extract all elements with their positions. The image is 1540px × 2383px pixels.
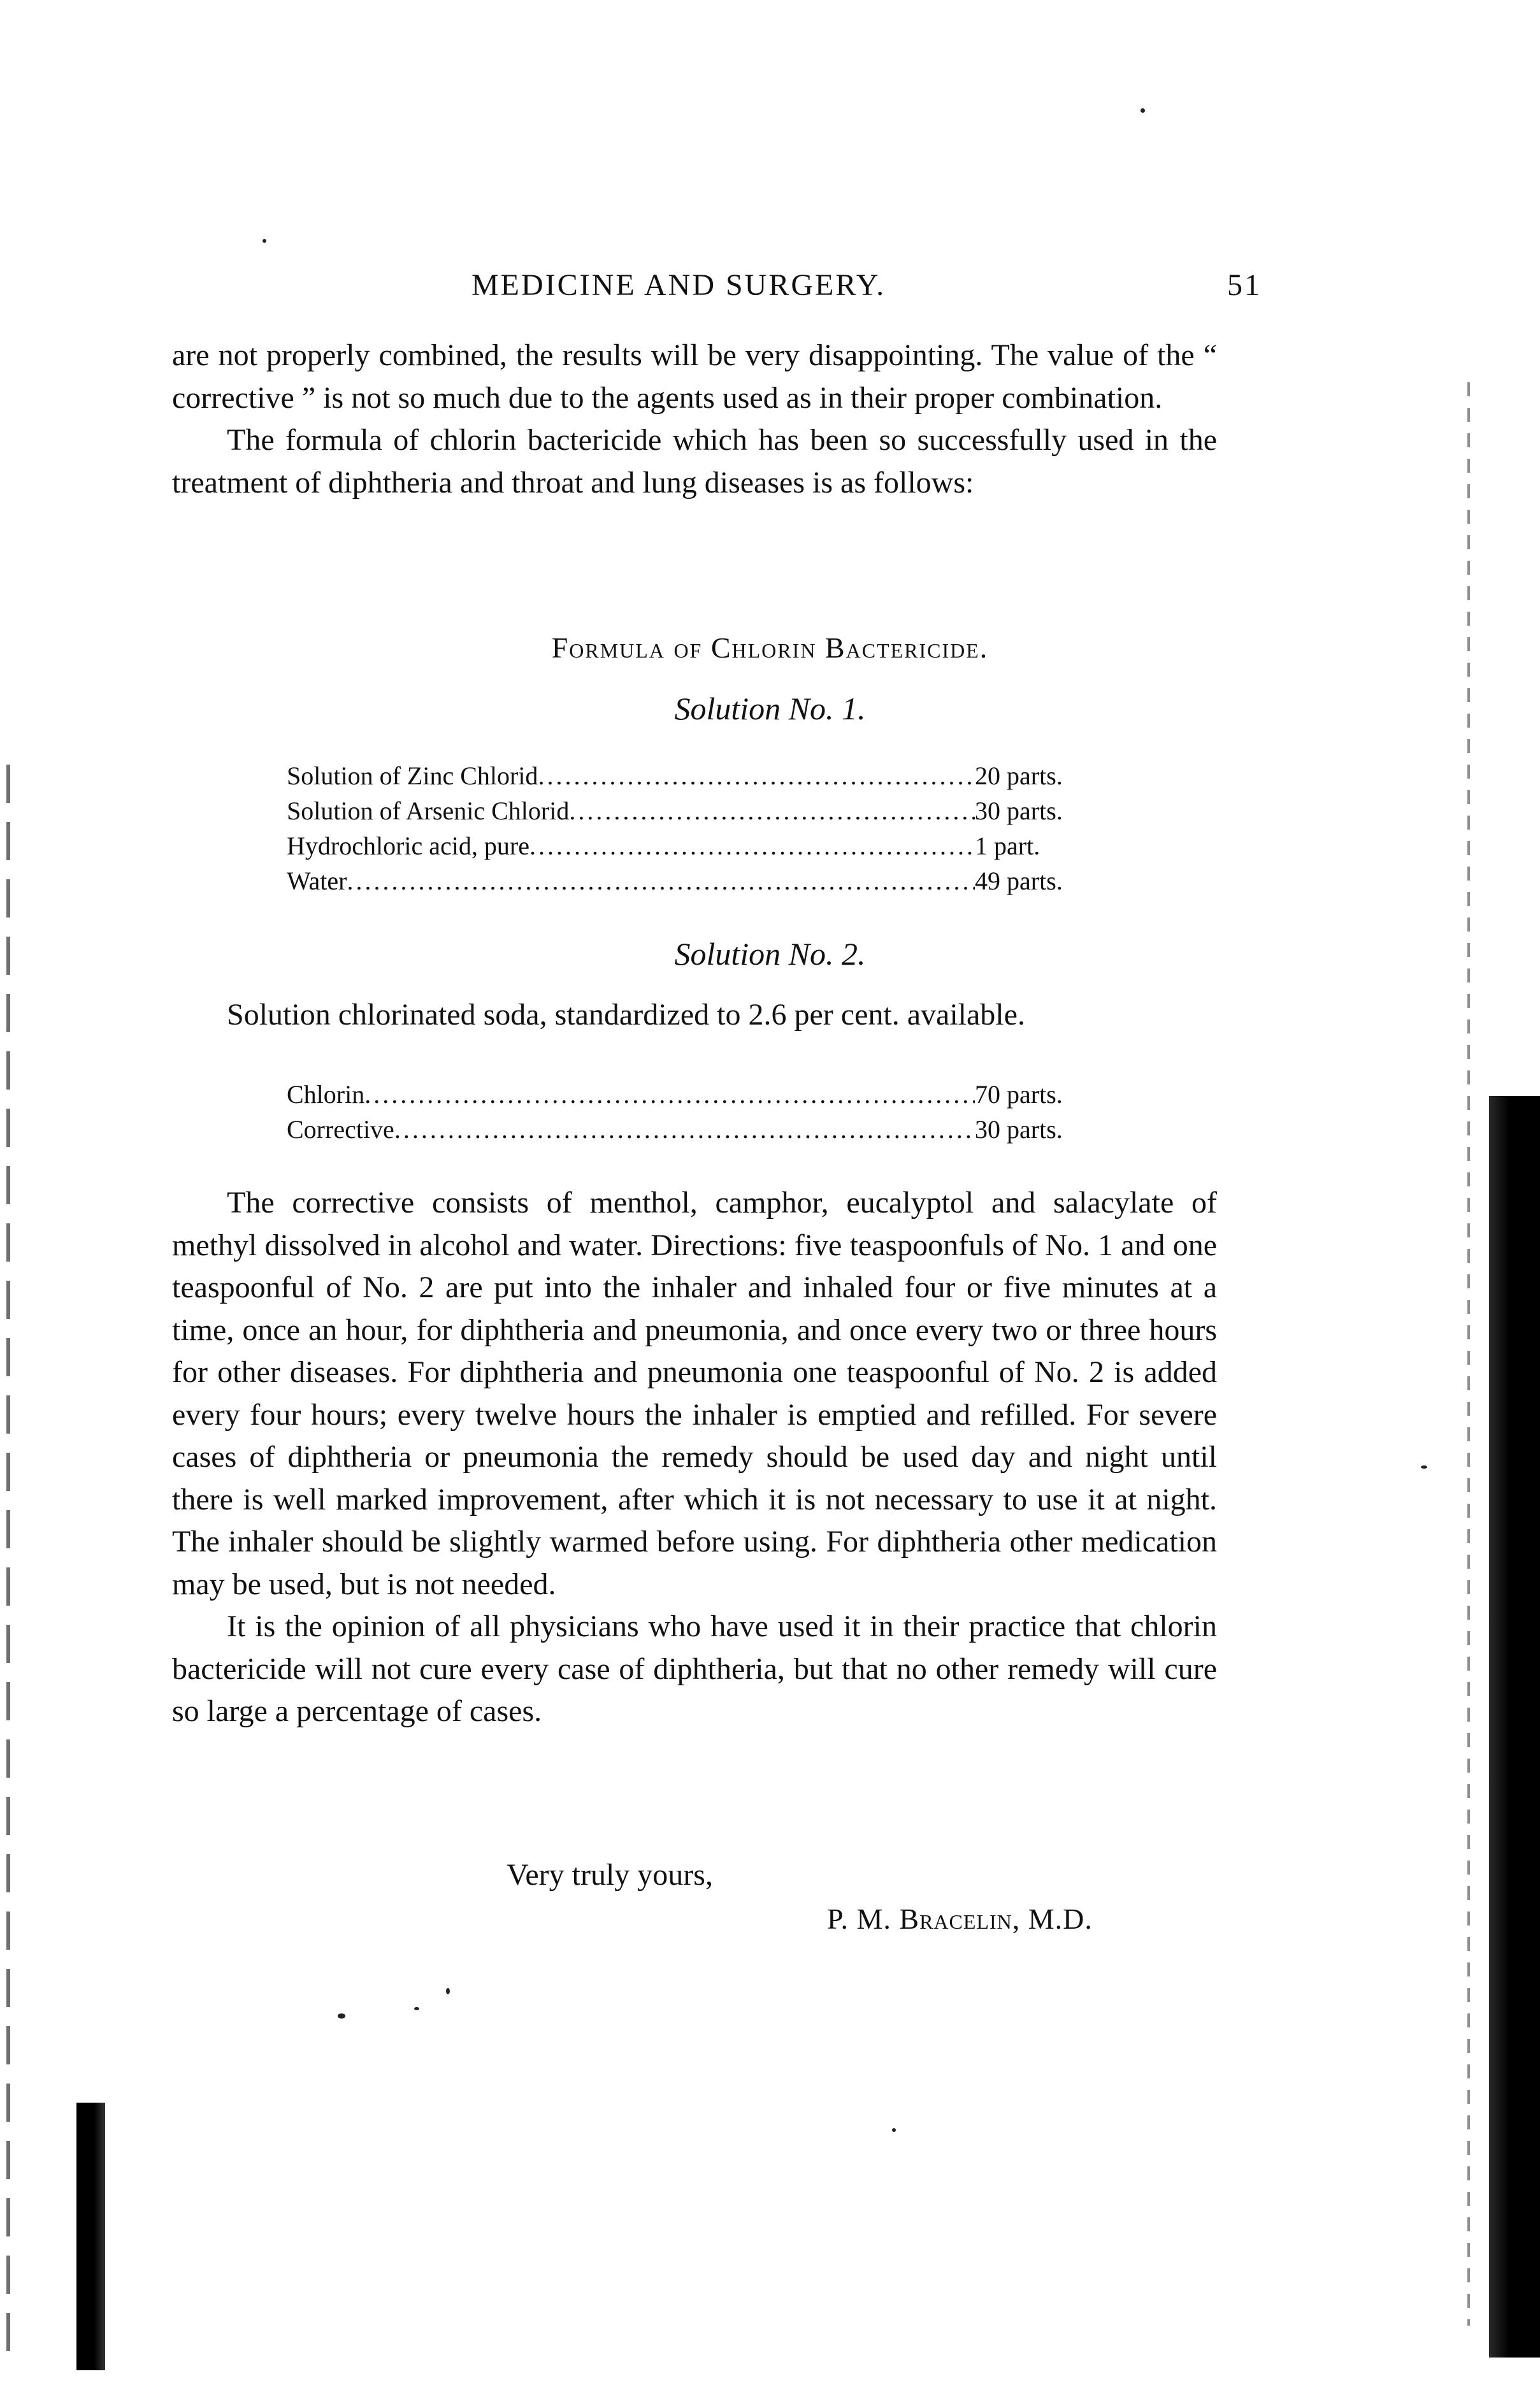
solution-1-title: Solution No. 1. bbox=[674, 691, 866, 726]
ingredient-quantity: 30 parts. bbox=[975, 1115, 1063, 1144]
dot-leader bbox=[394, 1112, 975, 1147]
ingredient-row bbox=[287, 758, 1090, 793]
scan-speck bbox=[414, 2007, 419, 2010]
ingredient-quantity: 49 parts. bbox=[975, 867, 1063, 895]
scan-binding-line bbox=[1467, 382, 1470, 2326]
ingredient-quantity: 70 parts. bbox=[975, 1080, 1063, 1109]
dot-leader bbox=[529, 828, 975, 863]
signature: P. M. Bracelin, M.D. bbox=[827, 1903, 1093, 1935]
scan-left-edge-shadow bbox=[76, 2103, 105, 2370]
ingredient-quantity: 1 part. bbox=[975, 832, 1040, 860]
ingredient-row bbox=[287, 863, 1090, 898]
solution-2-description: Solution chlorinated soda, standardized to 2.6 per cent. available. bbox=[227, 998, 1025, 1032]
running-header bbox=[471, 268, 1262, 312]
paragraph-opinion: It is the opinion of all physicians who have used it in their practice that chlorin bactericide will not cure every case of diphtheria, but that no other remedy will cure so large a percentage of cases. bbox=[172, 1609, 1217, 1728]
scan-speck bbox=[1141, 108, 1145, 113]
ingredient-name: Hydrochloric acid, pure bbox=[287, 832, 529, 860]
directions-section bbox=[172, 1182, 1217, 1733]
formula-heading: Formula of Chlorin Bactericide. bbox=[551, 631, 989, 664]
scan-speck bbox=[263, 239, 266, 243]
ingredient-row bbox=[287, 828, 1090, 863]
paragraph-continued: are not properly combined, the results will be very disappointing. The value of the “ corrective ” is not so much due to the agents used as in their proper combination. bbox=[172, 338, 1217, 415]
solution-2-title: Solution No. 2. bbox=[674, 936, 866, 972]
solution-2-description-block bbox=[172, 994, 1217, 1037]
ingredient-quantity: 20 parts. bbox=[975, 761, 1063, 790]
scan-binding-shadow bbox=[1489, 1096, 1540, 2358]
paragraph-directions: The corrective consists of menthol, camphor, eucalyptol and salacylate of methyl dissolved in alcohol and water. Directions: five teaspoonfuls of No. 1 and one teaspoonful of No. 2 are put into the inhaler and inhaled four or five minutes at a time, once an hour, for diphtheria and pneumonia, and once every two or three hours for other diseases. For diphtheria and pneumonia one teaspoonful of No. 2 is added every four hours; every twelve hours the inhaler is emptied and refilled. For severe cases of diphtheria or pneumonia the remedy should be used day and night until there is well marked improvement, after which it is not necessary to use it at night. The inhaler should be slightly warmed before using. For diphtheria other medication may be used, but is not needed. bbox=[172, 1186, 1217, 1601]
page-number: 51 bbox=[1227, 268, 1262, 302]
scan-left-edge bbox=[6, 765, 10, 2370]
dot-leader bbox=[347, 863, 975, 898]
dot-leader bbox=[538, 758, 975, 793]
ingredient-name: Solution of Arsenic Chlorid bbox=[287, 796, 570, 825]
dot-leader bbox=[364, 1077, 975, 1112]
ingredient-name: Chlorin bbox=[287, 1080, 365, 1109]
paragraph-formula-intro: The formula of chlorin bactericide which has been so successfully used in the treatment of diphtheria and throat and lung diseases is as follows: bbox=[172, 423, 1217, 500]
ingredient-name: Water bbox=[287, 867, 347, 895]
dot-leader bbox=[569, 793, 975, 828]
ingredient-name: Corrective bbox=[287, 1115, 394, 1144]
intro-section bbox=[172, 335, 1217, 504]
scan-speck bbox=[892, 2128, 896, 2132]
scan-speck bbox=[1421, 1465, 1427, 1469]
ingredient-row bbox=[287, 793, 1090, 828]
scan-speck bbox=[338, 2013, 345, 2019]
ingredient-name: Solution of Zinc Chlorid bbox=[287, 761, 538, 790]
solution-1-ingredients bbox=[287, 758, 1090, 898]
running-title: MEDICINE AND SURGERY. bbox=[471, 268, 886, 302]
ingredient-row bbox=[287, 1077, 1090, 1112]
valediction: Very truly yours, bbox=[507, 1858, 713, 1892]
ingredient-quantity: 30 parts. bbox=[975, 796, 1063, 825]
scan-speck bbox=[446, 1988, 450, 1994]
ingredient-row bbox=[287, 1112, 1090, 1147]
solution-2-ingredients bbox=[287, 1077, 1090, 1147]
